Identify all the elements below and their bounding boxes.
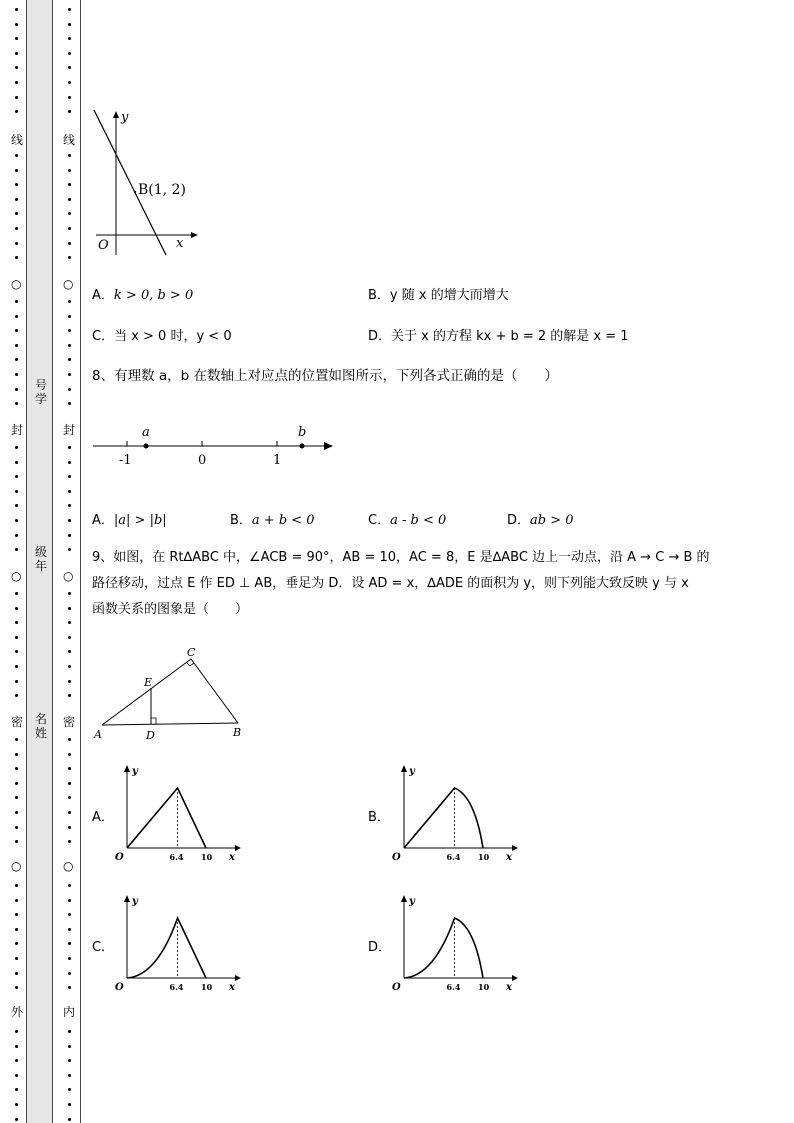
q7-option-d: D．关于 x 的方程 kx + b = 2 的解是 x = 1: [368, 329, 629, 344]
margin-dot: [68, 1103, 71, 1106]
x-label: x: [506, 982, 512, 993]
margin-dot: [15, 826, 18, 829]
margin-dot: [15, 621, 18, 624]
margin-dot: [68, 1059, 71, 1062]
margin-char-nei-right: 内: [63, 1005, 76, 1019]
margin-dot: [68, 242, 71, 245]
margin-dot: [15, 446, 18, 449]
margin-dot: [68, 1030, 71, 1033]
origin-label: O: [115, 982, 124, 993]
q7-point-label: B(1, 2): [138, 182, 186, 198]
q7-option-b: B．y 随 x 的增大而增大: [368, 288, 509, 303]
margin-circle: ○: [63, 277, 74, 291]
margin-dot: [68, 796, 71, 799]
margin-dot: [15, 1045, 18, 1048]
margin-dot: [68, 461, 71, 464]
y-label: y: [409, 896, 415, 907]
margin-dot: [15, 227, 18, 230]
margin-dot: [15, 344, 18, 347]
y-label: y: [409, 766, 415, 777]
q7-option-a: A．k > 0, b > 0: [92, 288, 194, 303]
q7-linear-graph: [88, 100, 198, 260]
margin-char-mi-right: 密: [63, 715, 76, 729]
x-axis-arrow: [512, 975, 518, 981]
margin-dot: [68, 694, 71, 697]
q8-tick-1: 1: [273, 453, 282, 468]
x-axis-arrow: [235, 975, 241, 981]
margin-circle: ○: [11, 859, 22, 873]
margin-dot: [15, 986, 18, 989]
margin-dot: [68, 315, 71, 318]
margin-dot: [15, 840, 18, 843]
margin-dot: [68, 475, 71, 478]
margin-char-wai-left: 外: [11, 1005, 24, 1019]
margin-dot: [15, 680, 18, 683]
margin-dot: [15, 358, 18, 361]
margin-dot: [15, 198, 18, 201]
margin-dot: [15, 490, 18, 493]
margin-dot: [68, 738, 71, 741]
margin-dot: [15, 738, 18, 741]
q7-x-label: x: [176, 236, 184, 251]
margin-dot: [68, 636, 71, 639]
margin-dot: [15, 110, 18, 113]
q7-option-c: C．当 x > 0 时，y < 0: [92, 329, 232, 344]
margin-dot: [15, 242, 18, 245]
margin-dot: [68, 884, 71, 887]
q9-label-d: D: [146, 729, 155, 742]
q8-tick-0: 0: [198, 453, 207, 468]
margin-dot: [68, 358, 71, 361]
q9-option-c-letter: C．: [92, 940, 115, 955]
margin-dot: [15, 1103, 18, 1106]
function-curve: [404, 918, 483, 978]
margin-dot: [68, 344, 71, 347]
margin-dot: [68, 753, 71, 756]
margin-circle: ○: [11, 277, 22, 291]
margin-dot: [15, 154, 18, 157]
q8-option-d: D．ab > 0: [507, 513, 574, 528]
q7-y-label: y: [121, 110, 129, 125]
q8-stem: 8、有理数 a，b 在数轴上对应点的位置如图所示，下列各式正确的是（ ）: [92, 368, 559, 384]
y-label: y: [132, 766, 138, 777]
margin-dot: [68, 811, 71, 814]
tick-label-6-4: 6.4: [446, 982, 461, 992]
margin-dot: [15, 8, 18, 11]
margin-dot: [68, 913, 71, 916]
margin-dot: [68, 183, 71, 186]
grade-label: 级年: [34, 545, 47, 573]
student-number-label: 号学: [34, 378, 47, 406]
margin-char-xian-right: 线: [63, 133, 76, 147]
margin-dot: [68, 548, 71, 551]
q9-option-b-letter: B．: [368, 810, 390, 825]
margin-dot: [68, 782, 71, 785]
margin-dot: [68, 592, 71, 595]
margin-dot: [15, 315, 18, 318]
margin-dot: [68, 256, 71, 259]
margin-dot: [68, 329, 71, 332]
margin-dot: [68, 957, 71, 960]
margin-dot: [15, 957, 18, 960]
margin-dot: [15, 972, 18, 975]
x-label: x: [506, 852, 512, 863]
margin-dot: [15, 37, 18, 40]
margin-dot: [68, 388, 71, 391]
margin-dot: [15, 96, 18, 99]
margin-dot: [68, 621, 71, 624]
margin-dot: [15, 23, 18, 26]
margin-dot: [15, 753, 18, 756]
margin-dot: [15, 519, 18, 522]
margin-dot: [15, 504, 18, 507]
margin-dot: [15, 475, 18, 478]
tick-label-6-4: 6.4: [169, 852, 184, 862]
margin-dot: [68, 650, 71, 653]
q9-graph-b: [390, 760, 525, 865]
q9-graph-a: [113, 760, 248, 865]
margin-dot: [68, 607, 71, 610]
margin-dot: [68, 198, 71, 201]
margin-dot: [15, 884, 18, 887]
y-label: y: [132, 896, 138, 907]
margin-dot: [68, 840, 71, 843]
tick-label-6-4: 6.4: [169, 982, 184, 992]
margin-dot: [15, 899, 18, 902]
margin-char-feng-right: 封: [63, 423, 76, 437]
margin-dot: [68, 665, 71, 668]
tick-label-10: 10: [478, 852, 490, 862]
tick-label-10: 10: [478, 982, 490, 992]
margin-dot: [68, 504, 71, 507]
margin-dot: [68, 66, 71, 69]
margin-dot: [68, 52, 71, 55]
y-axis-arrow: [124, 895, 130, 902]
margin-dot: [15, 1088, 18, 1091]
margin-dot: [15, 928, 18, 931]
binding-margin: [0, 0, 82, 1123]
margin-dot: [15, 942, 18, 945]
x-axis-arrow: [512, 845, 518, 851]
margin-dot: [15, 212, 18, 215]
margin-dot: [15, 52, 18, 55]
margin-dot: [68, 899, 71, 902]
margin-char-feng-left: 封: [11, 423, 24, 437]
origin-label: O: [115, 852, 124, 863]
x-label: x: [229, 982, 235, 993]
q8-option-a: A．|a| > |b|: [92, 513, 167, 528]
margin-dot: [15, 66, 18, 69]
margin-dot: [15, 329, 18, 332]
margin-dot: [68, 972, 71, 975]
margin-dot: [68, 110, 71, 113]
margin-dot: [68, 8, 71, 11]
margin-dot: [15, 913, 18, 916]
margin-dot: [68, 680, 71, 683]
margin-dot: [15, 461, 18, 464]
margin-dot: [68, 942, 71, 945]
margin-dot: [68, 928, 71, 931]
margin-dot: [15, 81, 18, 84]
margin-dot: [15, 694, 18, 697]
margin-dot: [15, 169, 18, 172]
margin-dot: [68, 490, 71, 493]
margin-circle: ○: [11, 569, 22, 583]
margin-dot: [68, 169, 71, 172]
q9-stem-line2: 路径移动，过点 E 作 ED ⊥ AB，垂足为 D．设 AD = x，∆ADE 的面积为 y，则下列能大致反映 y 与 x: [92, 576, 689, 591]
q8-a-label: a: [142, 425, 150, 440]
margin-dot: [68, 154, 71, 157]
margin-dot: [68, 37, 71, 40]
margin-char-mi-left: 密: [11, 715, 24, 729]
margin-dot: [68, 1074, 71, 1077]
margin-dot: [68, 767, 71, 770]
margin-dot: [15, 607, 18, 610]
margin-dot: [68, 402, 71, 405]
q9-graph-d: [390, 890, 525, 995]
margin-char-xian-left: 线: [11, 133, 24, 147]
q8-option-b: B．a + b < 0: [230, 513, 315, 528]
margin-dot: [15, 1030, 18, 1033]
margin-circle: ○: [63, 859, 74, 873]
q9-option-a-letter: A．: [92, 810, 114, 825]
margin-dot: [68, 300, 71, 303]
margin-dot: [68, 81, 71, 84]
margin-dot: [15, 1118, 18, 1121]
margin-dot: [15, 650, 18, 653]
q9-label-e: E: [144, 676, 153, 689]
x-label: x: [229, 852, 235, 863]
margin-dot: [68, 96, 71, 99]
y-axis-arrow: [124, 765, 130, 772]
margin-dot: [68, 534, 71, 537]
q9-label-a: A: [94, 728, 102, 741]
margin-dot: [15, 665, 18, 668]
tick-label-10: 10: [201, 982, 213, 992]
function-curve: [127, 788, 206, 848]
margin-dot: [15, 183, 18, 186]
q9-label-c: C: [187, 646, 196, 659]
q9-stem-line3: 函数关系的图象是（ ）: [92, 602, 249, 617]
margin-dot: [15, 373, 18, 376]
margin-border: [80, 0, 81, 1123]
margin-dot: [15, 548, 18, 551]
q9-stem-line1: 9、如图，在 Rt∆ABC 中，∠ACB = 90°，AB = 10，AC = 8，E 是∆ABC 边上一动点，沿 A → C → B 的: [92, 550, 710, 565]
margin-dot: [68, 373, 71, 376]
q8-number-line: [88, 420, 338, 470]
tick-label-10: 10: [201, 852, 213, 862]
x-axis-arrow: [235, 845, 241, 851]
margin-dot: [15, 388, 18, 391]
margin-circle: ○: [63, 569, 74, 583]
q8-option-c: C．a - b < 0: [368, 513, 447, 528]
margin-dot: [68, 212, 71, 215]
margin-dot: [15, 636, 18, 639]
margin-dot: [15, 592, 18, 595]
margin-dot: [68, 1088, 71, 1091]
margin-dot: [15, 256, 18, 259]
function-curve: [404, 788, 483, 848]
margin-dot: [68, 1118, 71, 1121]
q8-b-label: b: [298, 425, 307, 440]
q8-tick-neg1: -1: [119, 453, 132, 468]
name-label: 名姓: [34, 712, 47, 740]
margin-dot: [68, 227, 71, 230]
margin-dot: [15, 1059, 18, 1062]
y-axis-arrow: [401, 765, 407, 772]
margin-dot: [15, 767, 18, 770]
q9-label-b: B: [233, 726, 242, 739]
q9-option-d-letter: D．: [368, 940, 392, 955]
origin-label: O: [392, 982, 401, 993]
margin-dot: [68, 986, 71, 989]
margin-dot: [68, 23, 71, 26]
q7-origin-label: O: [98, 238, 109, 253]
margin-dot: [68, 1045, 71, 1048]
margin-dot: [68, 446, 71, 449]
q9-graph-c: [113, 890, 248, 995]
origin-label: O: [392, 852, 401, 863]
margin-dot: [15, 534, 18, 537]
margin-dot: [15, 811, 18, 814]
margin-dot: [68, 519, 71, 522]
margin-dot: [15, 1074, 18, 1077]
q9-triangle: [90, 642, 250, 742]
y-axis-arrow: [401, 895, 407, 902]
margin-dot: [15, 402, 18, 405]
margin-dot: [15, 782, 18, 785]
margin-dot: [68, 826, 71, 829]
margin-dot: [15, 300, 18, 303]
tick-label-6-4: 6.4: [446, 852, 461, 862]
function-curve: [127, 918, 206, 978]
margin-dot: [15, 796, 18, 799]
